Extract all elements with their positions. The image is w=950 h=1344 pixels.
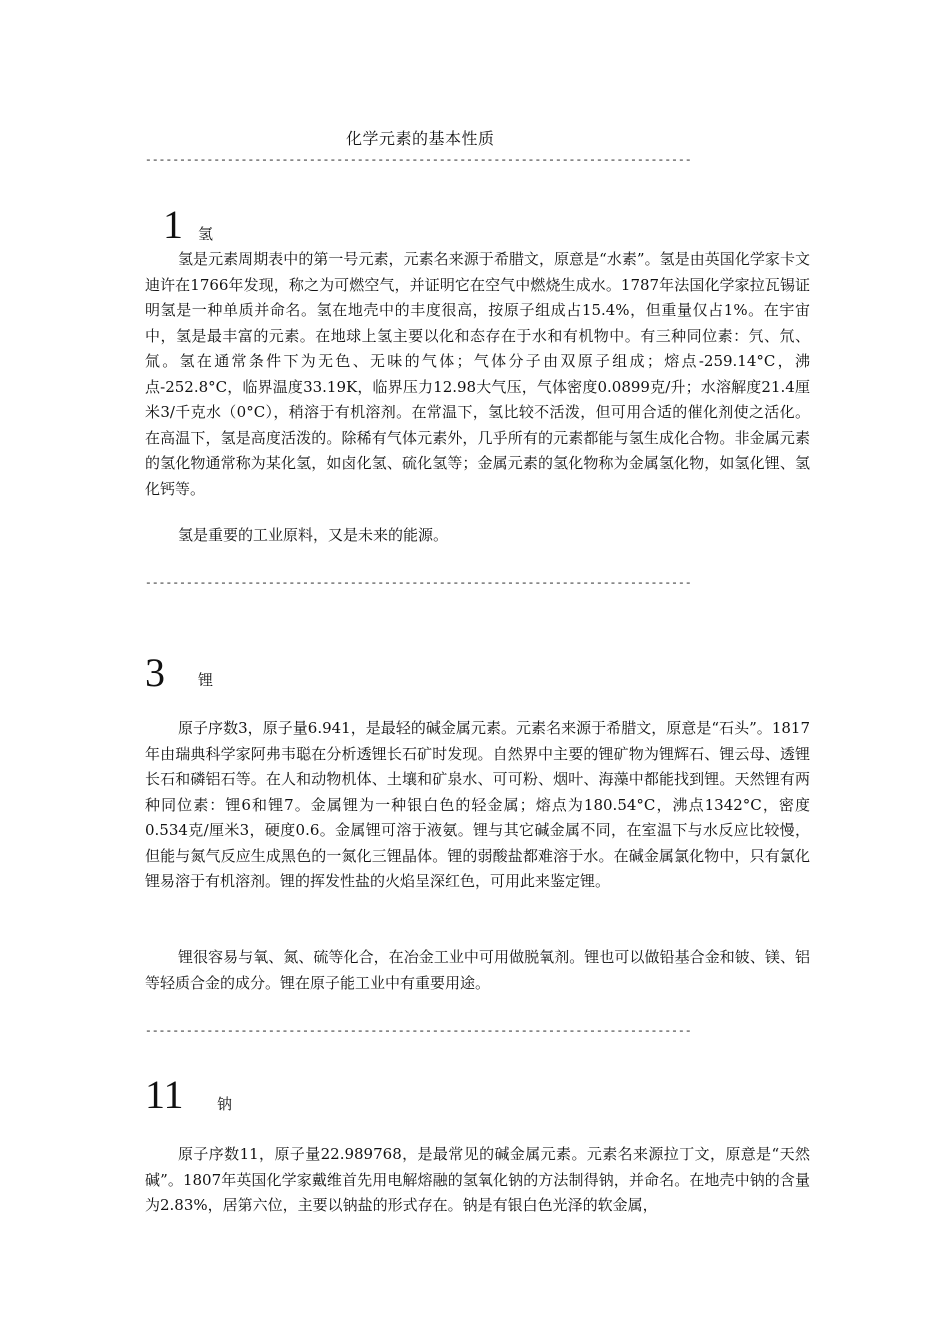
element-description: 锂很容易与氧、氮、硫等化合，在冶金工业中可用做脱氧剂。锂也可以做铅基合金和铍、镁、铝等轻质合金的成分。锂在原子能工业中有重要用途。 (145, 948, 810, 992)
element-number: 3 (145, 650, 165, 695)
element-description: 原子序数3，原子量6.941，是最轻的碱金属元素。元素名来源于希腊文，原意是“石头”。1817年由瑞典科学家阿弗韦聪在分析透锂长石矿时发现。自然界中主要的锂矿物为锂辉石、锂云母、透锂长石和磷铝石等。在人和动物机体、土壤和矿泉水、可可粉、烟叶、海藻中都能找到锂。天然锂有两种同位素：锂6和锂7。金属锂为一种银白色的轻金属；熔点为180.54°C，沸点1342°C，密度0.534克/厘米3，硬度0.6。金属锂可溶于液氨。锂与其它碱金属不同，在室温下与水反应比较慢，但能与氮气反应生成黑色的一氮化三锂晶体。锂的弱酸盐都难溶于水。在碱金属氯化物中，只有氯化锂易溶于有机溶剂。锂的挥发性盐的火焰呈深红色，可用此来鉴定锂。 (145, 719, 810, 890)
document-title: 化学元素的基本性质 (346, 129, 495, 148)
separator-line: -------------------------------------------------------------------------------- (145, 1026, 692, 1038)
element-name: 氢 (198, 225, 214, 243)
element-name: 钠 (217, 1095, 233, 1113)
element-description: 氢是重要的工业原料，又是未来的能源。 (178, 526, 449, 544)
element-number: 1 (163, 202, 183, 247)
element-description: 原子序数11，原子量22.989768，是最常见的碱金属元素。元素名来源拉丁文，原意是“天然碱”。1807年英国化学家戴维首先用电解熔融的氢氧化钠的方法制得钠，并命名。在地壳中钠的含量为2.83%，居第六位，主要以钠盐的形式存在。钠是有银白色光泽的软金属， (145, 1145, 810, 1214)
element-description: 氢是元素周期表中的第一号元素，元素名来源于希腊文，原意是“水素”。氢是由英国化学家卡文迪许在1766年发现，称之为可燃空气，并证明它在空气中燃烧生成水。1787年法国化学家拉瓦锡证明氢是一种单质并命名。氢在地壳中的丰度很高，按原子组成占15.4%，但重量仅占1%。在宇宙中，氢是最丰富的元素。在地球上氢主要以化和态存在于水和有机物中。有三种同位素：氕、氘、氚。氢在通常条件下为无色、无味的气体；气体分子由双原子组成；熔点-259.14°C，沸点-252.8°C，临界温度33.19K，临界压力12.98大气压，气体密度0.0899克/升；水溶解度21.4厘米3/千克水（0°C），稍溶于有机溶剂。在常温下，氢比较不活泼，但可用合适的催化剂使之活化。在高温下，氢是高度活泼的。除稀有气体元素外，几乎所有的元素都能与氢生成化合物。非金属元素的氢化物通常称为某化氢，如卤化氢、硫化氢等；金属元素的氢化物称为金属氢化物，如氢化锂、氢化钙等。 (145, 250, 810, 498)
element-name: 锂 (198, 671, 214, 689)
separator-line: -------------------------------------------------------------------------------- (145, 155, 692, 167)
separator-line: -------------------------------------------------------------------------------- (145, 578, 692, 590)
element-number: 11 (145, 1072, 184, 1117)
